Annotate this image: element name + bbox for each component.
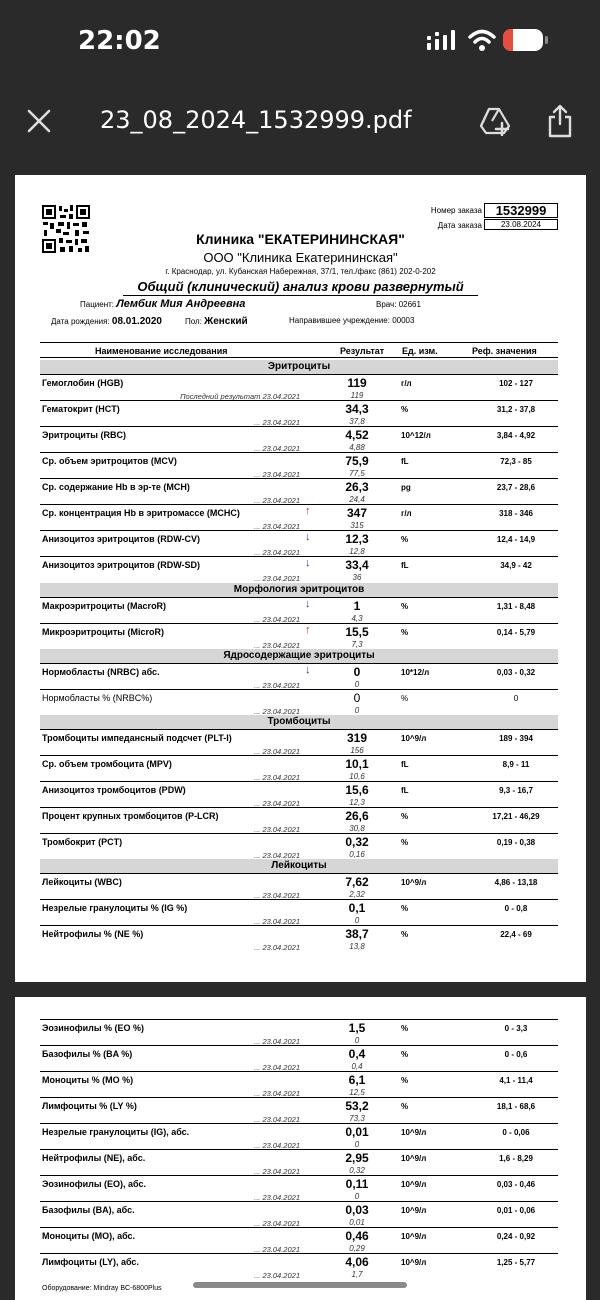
order-date-label: Дата заказа bbox=[437, 221, 482, 230]
reference-range: 102 - 127 bbox=[499, 379, 533, 388]
test-name: Моноциты % (MO %) bbox=[42, 1075, 134, 1085]
previous-result-value: 10,6 bbox=[349, 772, 365, 781]
test-name: Анизоцитоз эритроцитов (RDW-SD) bbox=[42, 560, 201, 570]
previous-result-value: 73,3 bbox=[349, 1114, 365, 1123]
section-platelets: Тромбоциты bbox=[40, 715, 558, 729]
result-value: 33,4 bbox=[345, 558, 369, 572]
unit: 10^9/л bbox=[401, 1180, 427, 1189]
table-row bbox=[40, 374, 558, 400]
table-row bbox=[40, 1201, 558, 1227]
reference-range: 72,3 - 85 bbox=[500, 457, 532, 466]
test-name: Нормобласты % (NRBC%) bbox=[42, 693, 153, 703]
test-name: Анизоцитоз тромбоцитов (PDW) bbox=[42, 785, 186, 795]
unit: 10^9/л bbox=[401, 734, 427, 743]
reference-range: 0 - 3,3 bbox=[504, 1024, 528, 1033]
order-number-label: Номер заказа bbox=[430, 206, 482, 215]
previous-result-date: ... 23.04.2021 bbox=[254, 1167, 300, 1176]
clinic-org: ООО "Клиника Екатерининская" bbox=[203, 250, 398, 265]
unit: % bbox=[401, 1050, 409, 1059]
previous-result-date: ... 23.04.2021 bbox=[254, 1037, 300, 1046]
result-value: 15,5 bbox=[345, 625, 369, 639]
previous-result-date: ... 23.04.2021 bbox=[254, 825, 300, 834]
result-value: 0,01 bbox=[345, 1125, 369, 1139]
previous-result-date: ... 23.04.2021 bbox=[254, 1193, 300, 1202]
reference-range: 0,24 - 0,92 bbox=[496, 1232, 536, 1241]
previous-result-date: ... 23.04.2021 bbox=[254, 1115, 300, 1124]
patient-label: Пациент: bbox=[80, 300, 115, 309]
reference-range: 3,84 - 4,92 bbox=[496, 431, 536, 440]
unit: 10^9/л bbox=[401, 1206, 427, 1215]
pdf-page-1 bbox=[15, 175, 586, 982]
previous-result-value: 30,8 bbox=[349, 824, 365, 833]
previous-result-date: ... 23.04.2021 bbox=[254, 851, 300, 860]
referral-info bbox=[289, 316, 414, 325]
arrow-down-icon: ↓ bbox=[305, 557, 311, 569]
result-value: 0,32 bbox=[345, 835, 369, 849]
table-row bbox=[40, 400, 558, 426]
section-nucleated: Ядросодержащие эритроциты bbox=[40, 649, 558, 663]
unit: % bbox=[401, 1076, 409, 1085]
patient-name: Лембик Мия Андреевна bbox=[116, 298, 246, 310]
previous-result-value: 0,29 bbox=[349, 1244, 365, 1253]
result-value: 4,06 bbox=[345, 1255, 369, 1269]
order-number: 1532999 bbox=[484, 203, 558, 218]
table-row bbox=[40, 1253, 558, 1279]
previous-result-value: 0,16 bbox=[349, 850, 365, 859]
share-icon[interactable] bbox=[546, 104, 574, 138]
previous-result-date: ... 23.04.2021 bbox=[254, 707, 300, 716]
result-value: 0 bbox=[353, 691, 361, 705]
arrow-up-icon: ↑ bbox=[305, 505, 311, 517]
table-row bbox=[40, 597, 558, 623]
reference-range: 0 - 0,6 bbox=[504, 1050, 528, 1059]
table-row bbox=[40, 689, 558, 715]
unit: % bbox=[401, 1102, 409, 1111]
col-ref-header: Реф. значения bbox=[472, 346, 537, 356]
home-indicator[interactable] bbox=[193, 1282, 407, 1288]
unit: % bbox=[401, 904, 409, 913]
test-name: Незрелые гранулоциты % (IG %) bbox=[42, 903, 188, 913]
unit: % bbox=[401, 838, 409, 847]
reference-range: 8,9 - 11 bbox=[502, 760, 530, 769]
reference-range: 12,4 - 14,9 bbox=[496, 535, 536, 544]
table-row bbox=[40, 873, 558, 899]
previous-result-date: ... 23.04.2021 bbox=[254, 548, 300, 557]
sex-value: Женский bbox=[204, 316, 248, 327]
previous-result-value: 12,8 bbox=[349, 547, 365, 556]
test-name: Гематокрит (HCT) bbox=[42, 404, 120, 414]
table-row bbox=[40, 899, 558, 925]
result-value: 53,2 bbox=[345, 1099, 369, 1113]
previous-result-value: 0,4 bbox=[351, 1062, 363, 1071]
unit: pg bbox=[401, 483, 411, 492]
col-name-header: Наименование исследования bbox=[95, 346, 228, 356]
result-value: 15,6 bbox=[345, 783, 369, 797]
result-value: 0,4 bbox=[348, 1047, 366, 1061]
reference-range: 0,03 - 0,46 bbox=[496, 1180, 536, 1189]
previous-result-date: ... 23.04.2021 bbox=[254, 1271, 300, 1280]
unit: % bbox=[401, 694, 409, 703]
result-value: 0,11 bbox=[345, 1177, 369, 1191]
previous-result-value: 1,7 bbox=[351, 1270, 363, 1279]
table-row bbox=[40, 478, 558, 504]
pdf-page-2 bbox=[15, 997, 586, 1300]
reference-range: 0 bbox=[513, 694, 519, 703]
doctor-info bbox=[376, 300, 421, 309]
previous-result-date: ... 23.04.2021 bbox=[254, 681, 300, 690]
test-name: Эозинофилы (EO), абс. bbox=[42, 1179, 146, 1189]
result-value: 10,1 bbox=[345, 757, 369, 771]
referral-label: Направившее учреждение: bbox=[289, 316, 390, 325]
previous-result-value: 0 bbox=[354, 706, 360, 715]
test-name: Гемоглобин (HGB) bbox=[42, 378, 124, 388]
test-name: Микроэритроциты (MicroR) bbox=[42, 627, 164, 637]
reference-range: 1,31 - 8,48 bbox=[496, 602, 536, 611]
add-to-drive-icon[interactable] bbox=[478, 106, 512, 136]
doctor-value: 02661 bbox=[398, 300, 421, 309]
previous-result-date: Последний результат 23.04.2021 bbox=[180, 392, 300, 401]
clinic-address: г. Краснодар, ул. Кубанская Набережная, 37/1, тел./факс (861) 202-0-202 bbox=[165, 267, 436, 276]
result-value: 1,5 bbox=[348, 1021, 366, 1035]
table-row bbox=[40, 1227, 558, 1253]
table-row bbox=[40, 1175, 558, 1201]
test-name: Эритроциты (RBC) bbox=[42, 430, 126, 440]
test-name: Ср. концентрация Hb в эритромассе (MCHC) bbox=[42, 508, 240, 518]
previous-result-value: 0,01 bbox=[349, 1218, 365, 1227]
previous-result-value: 37,8 bbox=[349, 417, 365, 426]
arrow-up-icon: ↑ bbox=[305, 624, 311, 636]
result-value: 0 bbox=[353, 665, 361, 679]
table-row bbox=[40, 530, 558, 556]
test-name: Базофилы (BA), абс. bbox=[42, 1205, 135, 1215]
previous-result-value: 2,32 bbox=[349, 890, 365, 899]
table-row bbox=[40, 1123, 558, 1149]
table-row bbox=[40, 452, 558, 478]
result-value: 0,1 bbox=[348, 901, 366, 915]
unit: % bbox=[401, 628, 409, 637]
table-row bbox=[40, 426, 558, 452]
dob-label: Дата рождения: bbox=[51, 317, 110, 326]
order-date: 23.08.2024 bbox=[484, 219, 558, 230]
sex-label: Пол: bbox=[185, 317, 202, 326]
previous-result-value: 12,5 bbox=[349, 1088, 365, 1097]
dob-info bbox=[51, 316, 162, 327]
referral-value: 00003 bbox=[392, 316, 415, 325]
result-value: 319 bbox=[346, 731, 368, 745]
battery-level: 15 bbox=[514, 31, 532, 48]
reference-range: 1,25 - 5,77 bbox=[496, 1258, 536, 1267]
previous-result-date: ... 23.04.2021 bbox=[254, 1063, 300, 1072]
reference-range: 34,9 - 42 bbox=[500, 561, 532, 570]
previous-result-date: ... 23.04.2021 bbox=[254, 1141, 300, 1150]
previous-result-date: ... 23.04.2021 bbox=[254, 773, 300, 782]
previous-result-date: ... 23.04.2021 bbox=[254, 1245, 300, 1254]
order-info bbox=[430, 203, 558, 233]
document-title: Общий (клинический) анализ крови развернутый bbox=[123, 279, 478, 296]
doctor-label: Врач: bbox=[376, 300, 397, 309]
previous-result-date: ... 23.04.2021 bbox=[254, 470, 300, 479]
reference-range: 0,19 - 0,38 bbox=[496, 838, 536, 847]
status-time: 22:02 bbox=[78, 26, 161, 56]
arrow-down-icon: ↓ bbox=[305, 531, 311, 543]
sex-info bbox=[185, 316, 248, 327]
unit: 10^9/л bbox=[401, 1128, 427, 1137]
unit: 10^9/л bbox=[401, 1258, 427, 1267]
reference-range: 0 - 0,8 bbox=[504, 904, 528, 913]
test-name: Незрелые гранулоциты (IG), абс. bbox=[42, 1127, 190, 1137]
file-title: 23_08_2024_1532999.pdf bbox=[100, 106, 412, 134]
previous-result-date: ... 23.04.2021 bbox=[254, 496, 300, 505]
result-value: 12,3 bbox=[345, 532, 369, 546]
reference-range: 0,01 - 0,06 bbox=[496, 1206, 536, 1215]
test-name: Лимфоциты % (LY %) bbox=[42, 1101, 137, 1111]
previous-result-date: ... 23.04.2021 bbox=[254, 1219, 300, 1228]
test-name: Лейкоциты (WBC) bbox=[42, 877, 122, 887]
table-row bbox=[40, 781, 558, 807]
reference-range: 1,6 - 8,29 bbox=[499, 1154, 533, 1163]
table-row bbox=[40, 556, 558, 582]
unit: fL bbox=[401, 561, 409, 570]
table-row bbox=[40, 1019, 558, 1045]
table-row bbox=[40, 925, 558, 951]
previous-result-value: 156 bbox=[350, 746, 364, 755]
previous-result-date: ... 23.04.2021 bbox=[254, 747, 300, 756]
test-name: Эозинофилы % (EO %) bbox=[42, 1023, 145, 1033]
unit: 10^12/л bbox=[401, 431, 431, 440]
test-name: Базофилы % (BA %) bbox=[42, 1049, 133, 1059]
battery-icon bbox=[503, 29, 543, 51]
test-name: Тромбокрит (PCT) bbox=[42, 837, 123, 847]
result-value: 0,03 bbox=[345, 1203, 369, 1217]
test-name: Ср. объем эритроцитов (MCV) bbox=[42, 456, 177, 466]
unit: % bbox=[401, 1024, 409, 1033]
test-name: Ср. объем тромбоцита (MPV) bbox=[42, 759, 172, 769]
result-value: 119 bbox=[347, 376, 367, 390]
previous-result-date: ... 23.04.2021 bbox=[254, 444, 300, 453]
dob-value: 08.01.2020 bbox=[111, 316, 162, 327]
reference-range: 0,14 - 5,79 bbox=[496, 628, 536, 637]
result-value: 38,7 bbox=[345, 927, 369, 941]
table-row bbox=[40, 1045, 558, 1071]
table-row bbox=[40, 729, 558, 755]
col-unit-header: Ед. изм. bbox=[402, 346, 438, 356]
test-name: Ср. содержание Hb в эр-те (MCH) bbox=[42, 482, 190, 492]
previous-result-value: 0 bbox=[354, 1140, 360, 1149]
previous-result-value: 36 bbox=[352, 573, 362, 582]
unit: fL bbox=[401, 457, 409, 466]
unit: % bbox=[401, 812, 409, 821]
unit: % bbox=[401, 930, 409, 939]
unit: % bbox=[401, 405, 409, 414]
result-value: 0,46 bbox=[345, 1229, 369, 1243]
previous-result-value: 119 bbox=[350, 391, 364, 400]
status-bar bbox=[0, 0, 600, 80]
result-value: 347 bbox=[346, 506, 368, 520]
reference-range: 31,2 - 37,8 bbox=[496, 405, 536, 414]
reference-range: 22,4 - 69 bbox=[500, 930, 532, 939]
clinic-name: Клиника "ЕКАТЕРИНИНСКАЯ" bbox=[196, 231, 405, 247]
test-name: Лимфоциты (LY), абс. bbox=[42, 1257, 139, 1267]
col-result-header: Результат bbox=[340, 346, 385, 356]
previous-result-date: ... 23.04.2021 bbox=[254, 522, 300, 531]
previous-result-date: ... 23.04.2021 bbox=[254, 1089, 300, 1098]
reference-range: 17,21 - 46,29 bbox=[492, 812, 540, 821]
test-name: Моноциты (MO), абс. bbox=[42, 1231, 136, 1241]
arrow-down-icon: ↓ bbox=[305, 598, 311, 610]
previous-result-date: ... 23.04.2021 bbox=[254, 641, 300, 650]
previous-result-value: 0,32 bbox=[349, 1166, 365, 1175]
previous-result-date: ... 23.04.2021 bbox=[254, 615, 300, 624]
result-value: 2,95 bbox=[345, 1151, 369, 1165]
table-row bbox=[40, 1149, 558, 1175]
table-row bbox=[40, 755, 558, 781]
test-name: Процент крупных тромбоцитов (P-LCR) bbox=[42, 811, 219, 821]
reference-range: 18,1 - 68,6 bbox=[496, 1102, 536, 1111]
previous-result-value: 4,3 bbox=[351, 614, 363, 623]
result-value: 26,3 bbox=[345, 480, 369, 494]
table-row bbox=[40, 807, 558, 833]
previous-result-date: ... 23.04.2021 bbox=[254, 917, 300, 926]
reference-range: 4,1 - 11,4 bbox=[499, 1076, 533, 1085]
table-row bbox=[40, 663, 558, 689]
section-leukocytes: Лейкоциты bbox=[40, 859, 558, 873]
previous-result-value: 0 bbox=[354, 916, 360, 925]
reference-range: 9,3 - 16,7 bbox=[499, 786, 533, 795]
table-row bbox=[40, 1071, 558, 1097]
battery-tip bbox=[545, 36, 548, 44]
reference-range: 4,86 - 13,18 bbox=[494, 878, 538, 887]
previous-result-date: ... 23.04.2021 bbox=[254, 943, 300, 952]
test-name: Анизоцитоз эритроцитов (RDW-CV) bbox=[42, 534, 201, 544]
previous-result-value: 24,4 bbox=[349, 495, 365, 504]
result-value: 26,6 bbox=[345, 809, 369, 823]
table-header bbox=[40, 342, 558, 358]
previous-result-value: 315 bbox=[350, 521, 364, 530]
unit: 10^9/л bbox=[401, 1232, 427, 1241]
previous-result-date: ... 23.04.2021 bbox=[254, 799, 300, 808]
test-name: Нормобласты (NRBC) абс. bbox=[42, 667, 160, 677]
result-value: 75,9 bbox=[345, 454, 369, 468]
table-row bbox=[40, 504, 558, 530]
unit: fL bbox=[401, 786, 409, 795]
previous-result-value: 77,5 bbox=[349, 469, 365, 478]
previous-result-date: ... 23.04.2021 bbox=[254, 574, 300, 583]
previous-result-value: 0 bbox=[354, 680, 360, 689]
unit: fL bbox=[401, 760, 409, 769]
result-value: 6,1 bbox=[348, 1073, 366, 1087]
unit: % bbox=[401, 535, 409, 544]
previous-result-value: 12,3 bbox=[349, 798, 365, 807]
unit: г/л bbox=[401, 379, 412, 388]
test-name: Макроэритроциты (MacroR) bbox=[42, 601, 167, 611]
unit: 10^9/л bbox=[401, 878, 427, 887]
previous-result-value: 0 bbox=[354, 1036, 360, 1045]
result-value: 34,3 bbox=[345, 402, 369, 416]
unit: 10^9/л bbox=[401, 1154, 427, 1163]
reference-range: 318 - 346 bbox=[499, 509, 533, 518]
equipment-note: Оборудование: Mindray BC-6800Plus bbox=[42, 1285, 162, 1292]
section-erythrocytes: Эритроциты bbox=[40, 360, 558, 374]
table-row bbox=[40, 1097, 558, 1123]
unit: 10*12/л bbox=[401, 668, 430, 677]
result-value: 1 bbox=[353, 599, 361, 613]
previous-result-value: 7,3 bbox=[351, 640, 363, 649]
close-icon[interactable] bbox=[26, 108, 52, 134]
table-row bbox=[40, 623, 558, 649]
cellular-signal-icon bbox=[427, 30, 457, 50]
previous-result-value: 4,88 bbox=[349, 443, 365, 452]
result-value: 7,62 bbox=[345, 875, 369, 889]
section-morphology: Морфология эритроцитов bbox=[40, 583, 558, 597]
table-row bbox=[40, 833, 558, 859]
arrow-down-icon: ↓ bbox=[305, 664, 311, 676]
previous-result-date: ... 23.04.2021 bbox=[254, 891, 300, 900]
test-name: Нейтрофилы (NE), абс. bbox=[42, 1153, 146, 1163]
unit: % bbox=[401, 602, 409, 611]
patient-info bbox=[80, 298, 245, 310]
previous-result-value: 0 bbox=[354, 1192, 360, 1201]
reference-range: 23,7 - 28,6 bbox=[496, 483, 536, 492]
reference-range: 0 - 0,06 bbox=[502, 1128, 530, 1137]
test-name: Нейтрофилы % (NE %) bbox=[42, 929, 144, 939]
previous-result-value: 13,8 bbox=[349, 942, 365, 951]
result-value: 4,52 bbox=[345, 428, 369, 442]
reference-range: 0,03 - 0,32 bbox=[496, 668, 536, 677]
unit: г/л bbox=[401, 509, 412, 518]
test-name: Тромбоциты импедансный подсчет (PLT-I) bbox=[42, 733, 232, 743]
reference-range: 189 - 394 bbox=[499, 734, 533, 743]
previous-result-date: ... 23.04.2021 bbox=[254, 418, 300, 427]
wifi-icon bbox=[468, 28, 496, 52]
